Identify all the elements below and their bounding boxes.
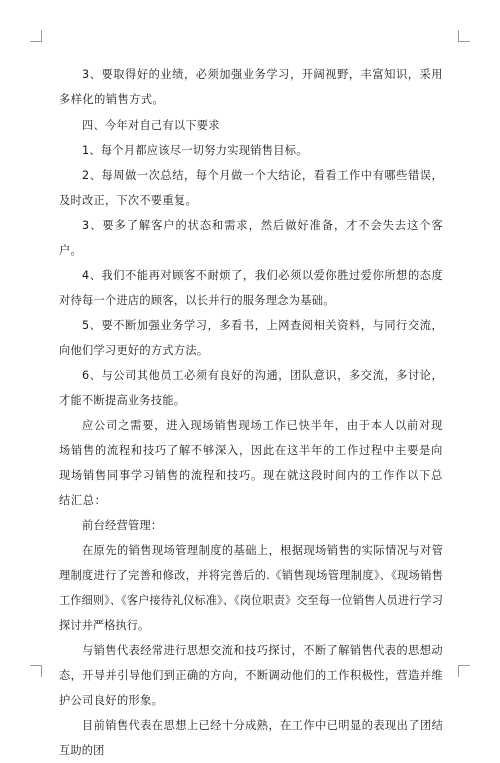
paragraph: 应公司之需要，进入现场销售现场工作已快半年，由于本人以前对现场销售的流程和技巧了解不够深入，因此在这半年的工作过程中主要是向现场销售同事学习销售的流程和技巧。现在就这段时间内的工作作以下总结汇总： xyxy=(59,419,443,507)
crop-mark-bottom-right-v xyxy=(458,665,459,677)
document-body xyxy=(59,62,443,763)
paragraph: 3、要多了解客户的状态和需求，然后做好准备，才不会失去这个客户。 xyxy=(59,219,443,257)
crop-mark-top-right-h xyxy=(458,41,470,42)
section-heading: 四、今年对自己有以下要求 xyxy=(82,119,220,132)
subheading: 前台经营管理： xyxy=(82,519,163,532)
paragraph: 3、要取得好的业绩，必须加强业务学习，开阔视野，丰富知识，采用多样化的销售方式。 xyxy=(59,68,443,106)
paragraph: 4、我们不能再对顾客不耐烦了，我们必须以爱你胜过爱你所想的态度对待每一个进店的顾客，以长并行的服务理念为基础。 xyxy=(59,269,443,307)
crop-mark-top-right-v xyxy=(458,30,459,42)
paragraph: 2、每周做一次总结，每个月做一个大结论，看看工作中有哪些错误，及时改正，下次不要重复。 xyxy=(59,169,443,207)
paragraph: 在原先的销售现场管理制度的基础上，根据现场销售的实际情况与对管理制度进行了完善和修改，并将完善后的.《销售现场管理制度》、《现场销售工作细则》、《客户接待礼仪标准》、《岗位职责》交至每一位销售人员进行学习探讨并严格执行。 xyxy=(59,544,443,632)
crop-mark-bottom-left-v xyxy=(41,665,42,677)
paragraph: 1、每个月都应该尽一切努力实现销售目标。 xyxy=(82,144,308,157)
crop-mark-bottom-right-h xyxy=(458,665,470,666)
paragraph: 目前销售代表在思想上已经十分成熟，在工作中已明显的表现出了团结互助的团 xyxy=(59,719,443,757)
crop-mark-top-left-v xyxy=(41,30,42,42)
paragraph: 6、与公司其他员工必须有良好的沟通，团队意识，多交流，多讨论，才能不断提高业务技能。 xyxy=(59,369,443,407)
paragraph: 与销售代表经常进行思想交流和技巧探讨，不断了解销售代表的思想动态，开导并引导他们到正确的方向，不断调动他们的工作积极性，营造并维护公司良好的形象。 xyxy=(59,644,443,707)
paragraph: 5、要不断加强业务学习，多看书，上网查阅相关资料，与同行交流，向他们学习更好的方式方法。 xyxy=(59,319,443,357)
